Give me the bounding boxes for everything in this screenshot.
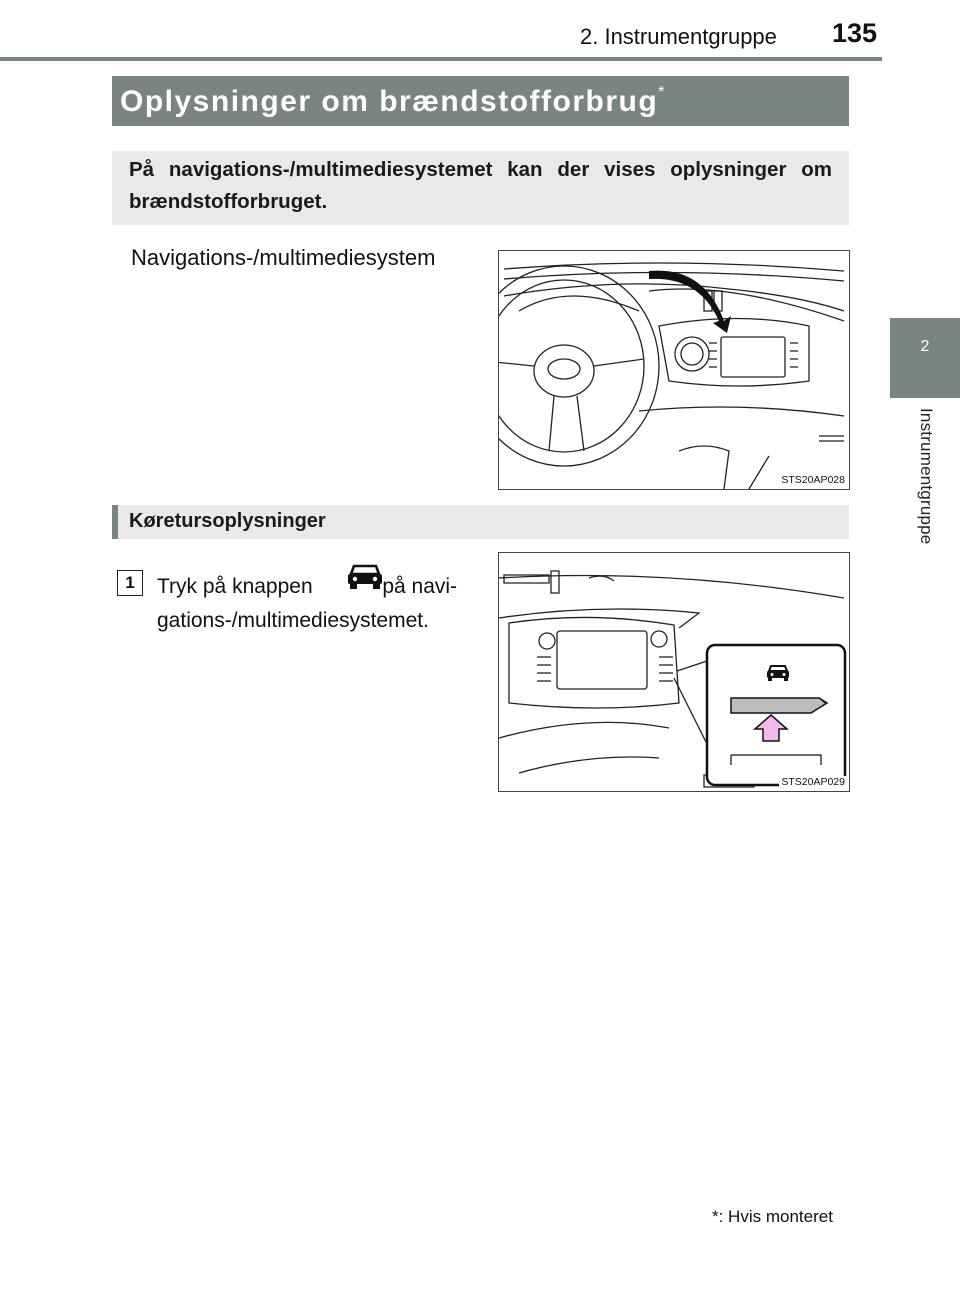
title-footnote-marker: *	[658, 84, 665, 101]
chapter-tab-number: 2	[920, 338, 930, 355]
page-title-text: Oplysninger om brændstofforbrug	[120, 85, 659, 118]
step-instruction	[157, 570, 477, 638]
step-text-before: Tryk på knappen	[157, 575, 313, 598]
chapter-tab-label: Instrumentgruppe	[917, 408, 936, 545]
subsection-title: Køretursoplysninger	[129, 510, 326, 532]
subsection-accent	[112, 505, 118, 539]
page-title	[120, 84, 664, 119]
car-info-icon	[346, 562, 384, 592]
page-number: 135	[832, 18, 878, 48]
chapter-tab	[890, 318, 960, 398]
step-text-after: på navi-gations-/multimediesystemet.	[157, 575, 458, 632]
multimedia-drawing	[499, 553, 849, 791]
running-header-section: 2. Instrumentgruppe	[580, 24, 777, 49]
multimedia-unit-illustration	[498, 552, 850, 792]
figure-code: STS20AP029	[781, 776, 845, 788]
header-rule	[0, 57, 882, 61]
intro-text: På navigations-/multimediesystemet kan der vises oplysninger om brændstofforbruget.	[129, 158, 832, 213]
dashboard-illustration	[498, 250, 850, 490]
footnote: *: Hvis monteret	[712, 1207, 833, 1226]
dashboard-drawing	[499, 251, 849, 489]
navigation-system-label: Navigations-/multimediesystem	[131, 245, 436, 270]
figure-code: STS20AP028	[781, 474, 845, 486]
step-number: 1	[117, 570, 143, 596]
